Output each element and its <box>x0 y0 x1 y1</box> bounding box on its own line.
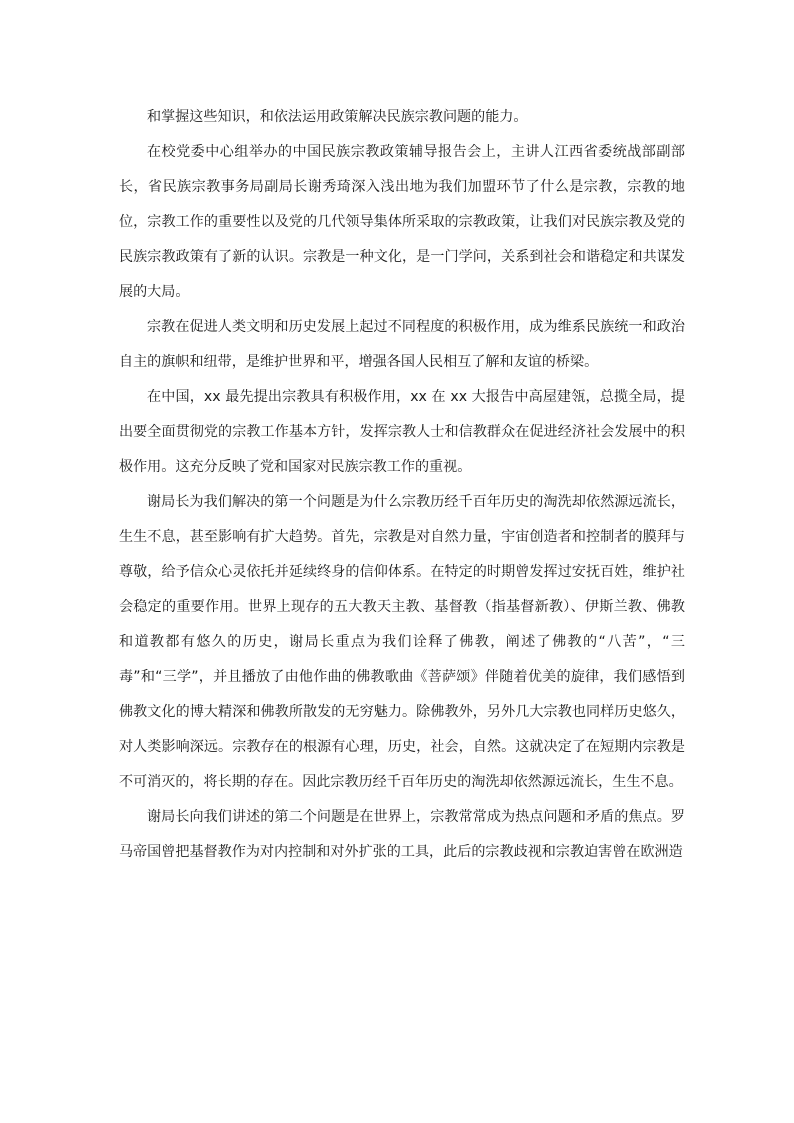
paragraph-1: 和掌握这些知识，和依法运用政策解决民族宗教问题的能力。 <box>147 109 528 125</box>
paragraph-4: 在中国，xx 最先提出宗教具有积极作用，xx 在 xx 大报告中高屋建瓴，总揽全局，提出要全面贯彻党的宗教工作基本方针，发挥宗教人士和信教群众在促进经济社会发展中的积极作用。这充分反映了党和国家对民族宗教工作的重视。 <box>119 389 685 475</box>
document-body <box>119 100 685 870</box>
paragraph-3: 宗教在促进人类文明和历史发展上起过不同程度的积极作用，成为维系民族统一和政治自主的旗帜和纽带，是维护世界和平，增强各国人民相互了解和友谊的桥梁。 <box>119 319 685 370</box>
paragraph-6: 谢局长向我们讲述的第二个问题是在世界上，宗教常常成为热点问题和矛盾的焦点。罗马帝国曾把基督教作为对内控制和对外扩张的工具，此后的宗教歧视和宗教迫害曾在欧洲造 <box>119 809 685 860</box>
paragraph-5: 谢局长为我们解决的第一个问题是为什么宗教历经千百年历史的淘洗却依然源远流长，生生不息，甚至影响有扩大趋势。首先，宗教是对自然力量，宇宙创造者和控制者的膜拜与尊敬，给予信众心灵依托并延续终身的信仰体系。在特定的时期曾发挥过安抚百姓，维护社会稳定的重要作用。世界上现存的五大教天主教、基督教（指基督新教）、伊斯兰教、佛教和道教都有悠久的历史，谢局长重点为我们诠释了佛教，阐述了佛教的“八苦”，“三毒”和“三学”，并且播放了由他作曲的佛教歌曲《菩萨颂》伴随着优美的旋律，我们感悟到佛教文化的博大精深和佛教所散发的无穷魅力。除佛教外，另外几大宗教也同样历史悠久，对人类影响深远。宗教存在的根源有心理，历史，社会，自然。这就决定了在短期内宗教是不可消灭的，将长期的存在。因此宗教历经千百年历史的淘洗却依然源远流长，生生不息。 <box>119 494 685 790</box>
paragraph-2: 在校党委中心组举办的中国民族宗教政策辅导报告会上，主讲人江西省委统战部副部长，省民族宗教事务局副局长谢秀琦深入浅出地为我们加盟环节了什么是宗教，宗教的地位，宗教工作的重要性以及党的几代领导集体所采取的宗教政策，让我们对民族宗教及党的民族宗教政策有了新的认识。宗教是一种文化，是一门学问，关系到社会和谐稳定和共谋发展的大局。 <box>119 144 685 300</box>
